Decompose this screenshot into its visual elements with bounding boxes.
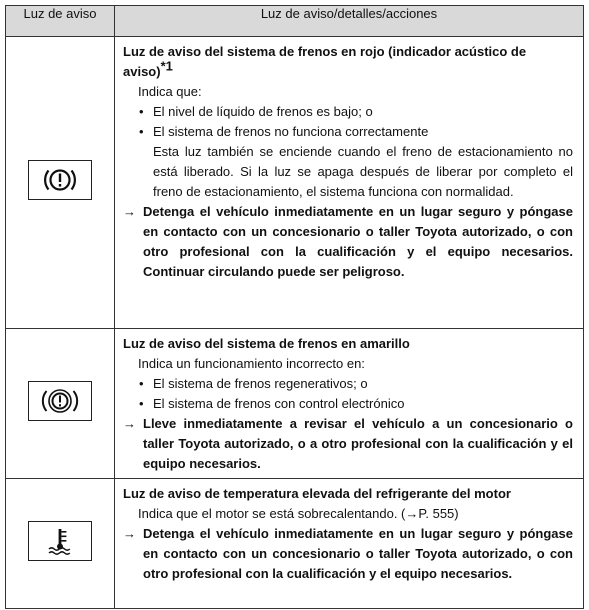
table-row <box>6 37 584 329</box>
footnote-marker: *1 <box>160 58 173 74</box>
bullet-list <box>123 374 573 414</box>
details-cell <box>115 479 584 609</box>
arrow-icon: → <box>123 526 136 541</box>
row-action <box>123 202 573 282</box>
icon-cell <box>6 37 115 329</box>
row-title: Luz de aviso de temperatura elevada del refrigerante del motor <box>123 486 511 501</box>
list-item: • El sistema de frenos no funciona correctamente <box>123 122 573 142</box>
coolant-temperature-icon <box>28 521 92 561</box>
row-title-text: Luz de aviso del sistema de frenos en rojo (indicador acústico de aviso) <box>123 44 527 79</box>
list-item: • El sistema de frenos regenerativos; o <box>123 374 573 394</box>
row-action-text: Lleve inmediatamente a revisar el vehículo a un concesionario o taller Toyota autorizado, o a otro profesional con la cualificación y el equipo necesarios. <box>143 416 573 471</box>
header-details-actions: Luz de aviso/detalles/acciones <box>115 6 584 37</box>
row-title: Luz de aviso del sistema de frenos en amarillo <box>123 336 410 351</box>
row-action-text: Detenga el vehículo inmediatamente en un lugar seguro y póngase en contacto con un concesionario o taller Toyota autorizado, o con otro profesional con la cualificación y el equipo necesarios. <box>143 526 573 581</box>
list-item: • El nivel de líquido de frenos es bajo; o <box>123 102 573 122</box>
list-item: • El sistema de frenos con control electrónico <box>123 394 573 414</box>
row-action-text: Detenga el vehículo inmediatamente en un lugar seguro y póngase en contacto con un concesionario o taller Toyota autorizado, o con otro profesional con la cualificación y el equipo necesarios. Continuar circulando puede ser peligroso. <box>143 204 573 279</box>
table-row <box>6 479 584 609</box>
row-action <box>123 524 573 584</box>
row-action <box>123 414 573 474</box>
row-note: Esta luz también se enciende cuando el freno de estacionamiento no está liberado. Si la luz se apaga después de liberar por completo el freno de estacionamiento, el sistema funciona con normalidad. <box>153 144 573 199</box>
row-intro: Indica un funcionamiento incorrecto en: <box>138 356 365 371</box>
brake-warning-red-icon <box>28 160 92 200</box>
header-warning-light: Luz de aviso <box>6 6 115 37</box>
row-intro: Indica que el motor se está sobrecalentando. (→P. 555) <box>138 506 459 521</box>
arrow-icon: → <box>123 416 136 431</box>
details-cell <box>115 37 584 329</box>
table-row <box>6 329 584 479</box>
brake-warning-amber-icon <box>28 381 92 421</box>
warning-lights-table <box>5 5 584 609</box>
table-header-row <box>6 6 584 37</box>
details-cell <box>115 329 584 479</box>
bullet-list <box>123 102 573 142</box>
arrow-icon: → <box>123 204 136 219</box>
row-intro: Indica que: <box>138 84 202 99</box>
icon-cell <box>6 329 115 479</box>
icon-cell <box>6 479 115 609</box>
row-title <box>123 42 573 82</box>
